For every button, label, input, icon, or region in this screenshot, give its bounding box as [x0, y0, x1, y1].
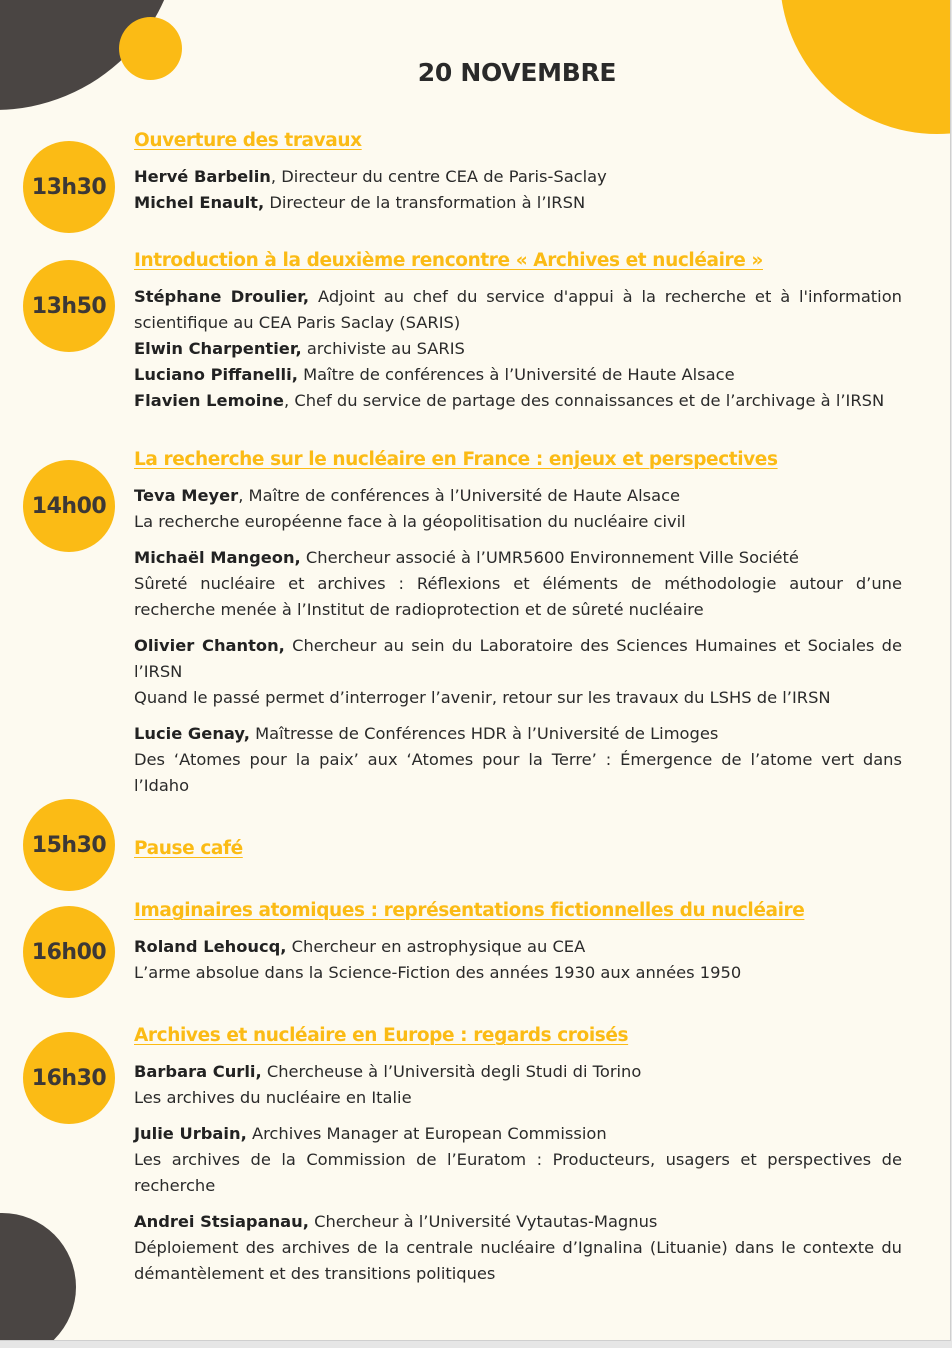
talk-title: Quand le passé permet d’interroger l’avenir, retour sur les travaux du LSHS de l’IRSN — [134, 688, 831, 707]
session-block — [134, 837, 902, 872]
speaker-entry — [134, 633, 902, 685]
session-block — [134, 1024, 902, 1287]
speaker-name: Lucie Genay, — [134, 724, 250, 743]
speaker-role: Maître de conférences à l’Université de Haute Alsace — [297, 365, 735, 384]
speaker-entry — [134, 362, 902, 388]
talk-title: Les archives du nucléaire en Italie — [134, 1088, 412, 1107]
time-badge: 13h50 — [23, 260, 115, 352]
speaker-role: Directeur de la transformation à l’IRSN — [264, 193, 586, 212]
speaker-role: , Chef du service de partage des connaissances et de l’archivage à l’IRSN — [283, 391, 885, 410]
speaker-entry — [134, 336, 902, 362]
speaker-entry — [134, 388, 902, 414]
session-block — [134, 448, 902, 799]
speaker-name: Michel Enault, — [134, 193, 265, 212]
speaker-name: Andrei Stsiapanau, — [134, 1212, 309, 1231]
talk-title: Les archives de la Commission de l’Euratom : Producteurs, usagers et perspectives de recherche — [134, 1150, 902, 1195]
session-block — [134, 899, 902, 986]
speaker-entry — [134, 164, 902, 190]
speaker-role: , Directeur du centre CEA de Paris-Saclay — [270, 167, 607, 186]
speaker-role: Chercheuse à l’Università degli Studi di Torino — [261, 1062, 642, 1081]
session-title: Introduction à la deuxième rencontre « Archives et nucléaire » — [134, 250, 763, 271]
speaker-entry — [134, 1059, 902, 1085]
speaker-name: Hervé Barbelin — [134, 167, 271, 186]
session-title: Archives et nucléaire en Europe : regards croisés — [134, 1025, 629, 1046]
talk-title: Déploiement des archives de la centrale nucléaire d’Ignalina (Lituanie) dans le contexte du démantèlement et des transitions politiques — [134, 1238, 902, 1283]
talk-title: Des ‘Atomes pour la paix’ aux ‘Atomes pour la Terre’ : Émergence de l’atome vert dans l’Idaho — [134, 750, 902, 795]
speaker-role: Chercheur associé à l’UMR5600 Environnement Ville Société — [300, 548, 799, 567]
session-title: La recherche sur le nucléaire en France : enjeux et perspectives — [134, 449, 778, 470]
speaker-name: Teva Meyer — [134, 486, 239, 505]
session-title: Imaginaires atomiques : représentations fictionnelles du nucléaire — [134, 900, 805, 921]
decorative-dark-circle-bottom-left — [0, 1213, 76, 1341]
speaker-name: Roland Lehoucq, — [134, 937, 287, 956]
speaker-name: Luciano Piffanelli, — [134, 365, 298, 384]
speaker-name: Barbara Curli, — [134, 1062, 262, 1081]
session-title: Pause café — [134, 838, 243, 859]
session-block — [134, 129, 902, 216]
speaker-entry — [134, 721, 902, 747]
speaker-role: Chercheur à l’Université Vytautas-Magnus — [308, 1212, 658, 1231]
speaker-role: Archives Manager at European Commission — [246, 1124, 607, 1143]
speaker-role: Adjoint au chef du service d'appui à la recherche et à l'information scientifique au CEA Paris Saclay (SARIS) — [134, 287, 902, 332]
speaker-name: Michaël Mangeon, — [134, 548, 301, 567]
speaker-entry — [134, 1209, 902, 1235]
speaker-role: , Maître de conférences à l’Université de Haute Alsace — [238, 486, 681, 505]
speaker-name: Flavien Lemoine — [134, 391, 284, 410]
speaker-name: Stéphane Droulier, — [134, 287, 310, 306]
talk-title: Sûreté nucléaire et archives : Réflexions et éléments de méthodologie autour d’une recherche menée à l’Institut de radioprotection et de sûreté nucléaire — [134, 574, 902, 619]
talk-title: La recherche européenne face à la géopolitisation du nucléaire civil — [134, 512, 686, 531]
speaker-role: Chercheur en astrophysique au CEA — [286, 937, 586, 956]
time-badge: 13h30 — [23, 141, 115, 233]
talk-title: L’arme absolue dans la Science-Fiction des années 1930 aux années 1950 — [134, 963, 742, 982]
speaker-entry — [134, 284, 902, 336]
time-badge: 15h30 — [23, 799, 115, 891]
speaker-entry — [134, 483, 902, 509]
time-badge: 16h00 — [23, 906, 115, 998]
speaker-role: Maîtresse de Conférences HDR à l’Université de Limoges — [249, 724, 719, 743]
time-badge: 14h00 — [23, 460, 115, 552]
session-title: Ouverture des travaux — [134, 130, 362, 151]
speaker-name: Julie Urbain, — [134, 1124, 247, 1143]
speaker-entry — [134, 934, 902, 960]
speaker-role: archiviste au SARIS — [301, 339, 465, 358]
speaker-entry — [134, 1121, 902, 1147]
session-block — [134, 249, 902, 414]
time-badge: 16h30 — [23, 1032, 115, 1124]
speaker-entry — [134, 545, 902, 571]
speaker-entry — [134, 190, 902, 216]
speaker-name: Olivier Chanton, — [134, 636, 285, 655]
speaker-name: Elwin Charpentier, — [134, 339, 302, 358]
speaker-role: Chercheur au sein du Laboratoire des Sciences Humaines et Sociales de l’IRSN — [134, 636, 902, 681]
page-title: 20 NOVEMBRE — [417, 58, 617, 87]
